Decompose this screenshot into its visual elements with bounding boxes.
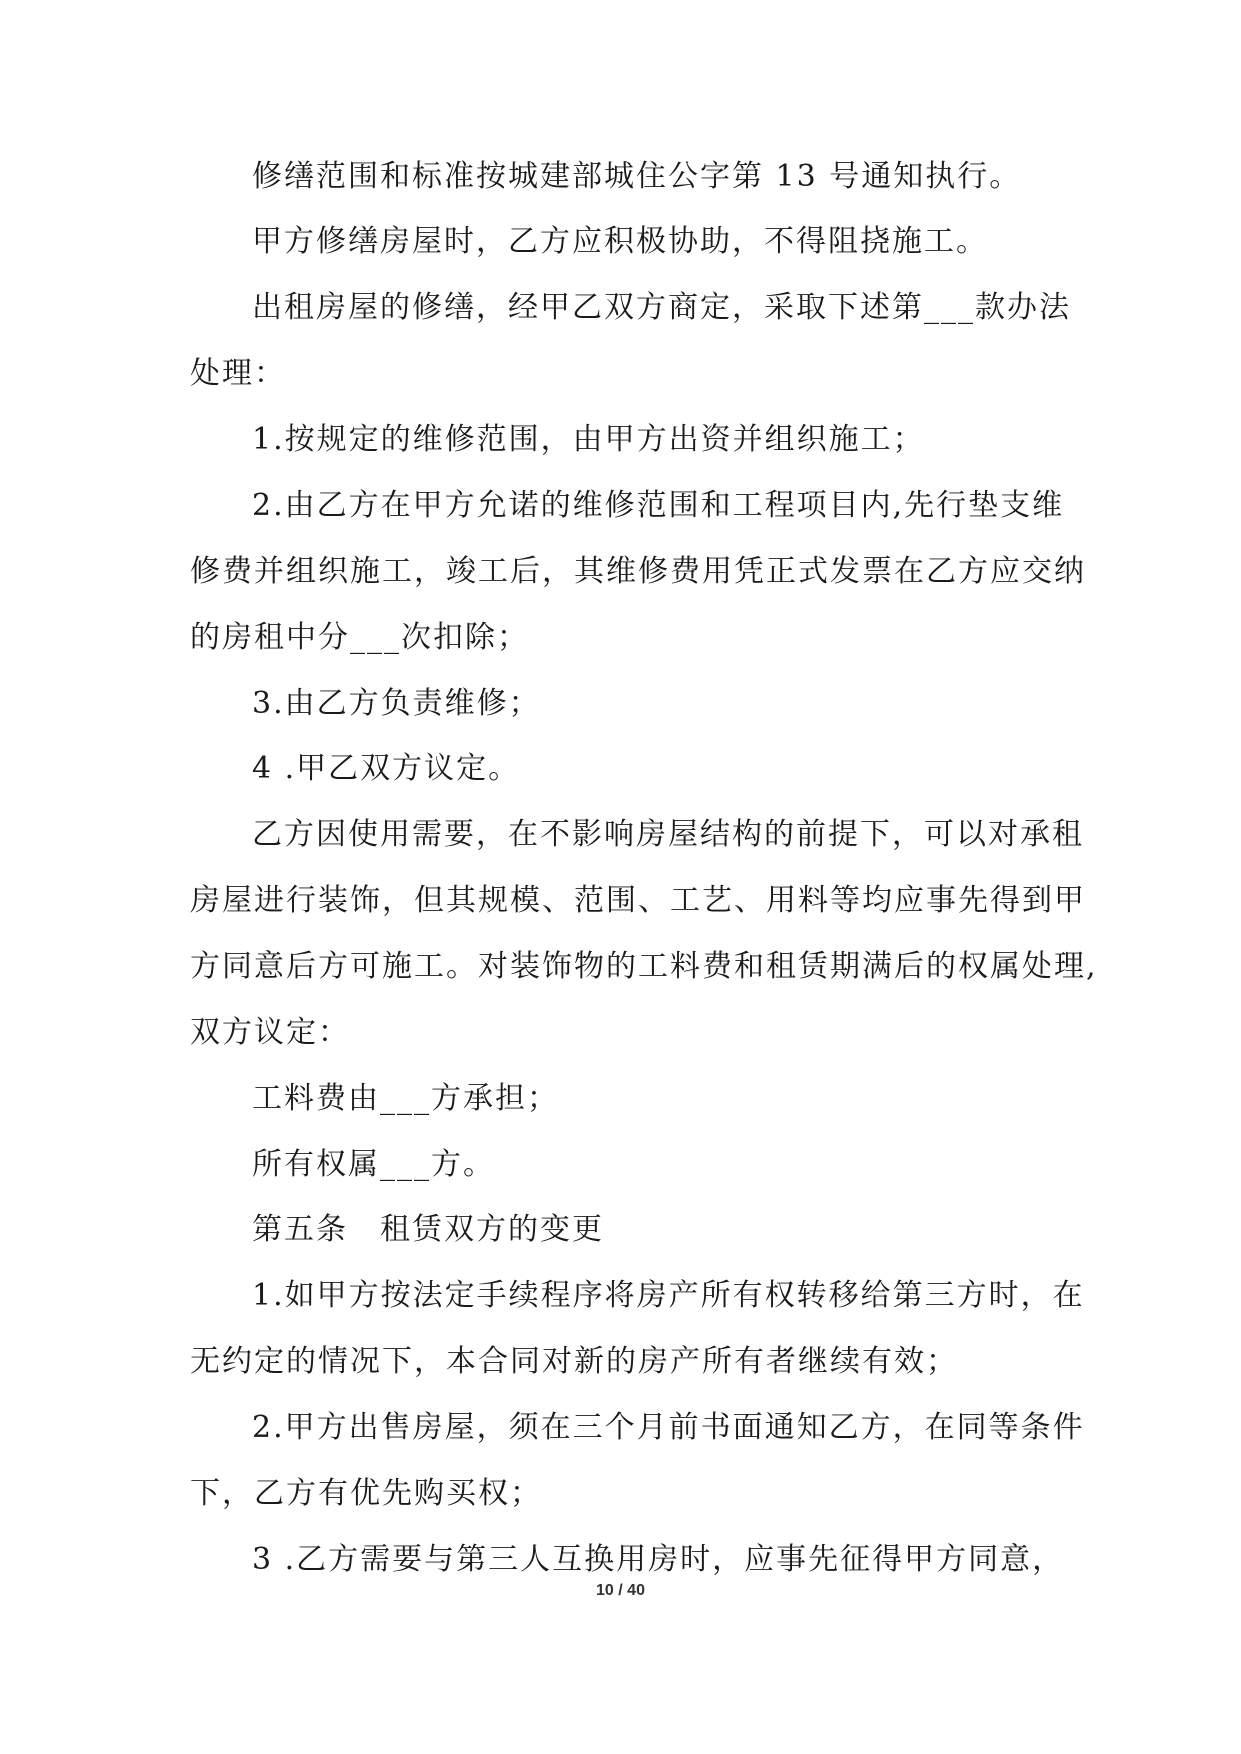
list-item-line: 下，乙方有优先购买权； [190,1476,542,1511]
paragraph-line: 出租房屋的修缮，经甲乙双方商定，采取下述第___款办法 [252,290,1071,325]
section-heading: 第五条 租赁双方的变更 [252,1212,604,1247]
list-item-line: 的房租中分___次扣除； [190,620,529,655]
list-item-line: 无约定的情况下，本合同对新的房产所有者继续有效； [190,1344,958,1379]
paragraph-line: 甲方修缮房屋时，乙方应积极协助，不得阻挠施工。 [252,224,988,259]
page-number: 10 / 40 [596,1582,645,1599]
list-item-line: 3 .乙方需要与第三人互换用房时，应事先征得甲方同意， [252,1542,1065,1577]
paragraph-line: 房屋进行装饰，但其规模、范围、工艺、用料等均应事先得到甲 [190,883,1086,918]
paragraph-line: 乙方因使用需要，在不影响房屋结构的前提下，可以对承租 [252,817,1084,852]
list-item-line: 4 .甲乙双方议定。 [252,751,521,786]
paragraph-line: 方同意后方可施工。对装饰物的工料费和租赁期满后的权属处理, [190,949,1098,984]
list-item-line: 1.如甲方按法定手续程序将房产所有权转移给第三方时，在 [252,1278,1085,1313]
list-item-line: 2.由乙方在甲方允诺的维修范围和工程项目内,先行垫支维 [252,488,1065,523]
paragraph-line: 工料费由___方承担； [252,1081,559,1116]
paragraph-line: 修缮范围和标准按城建部城住公字第 13 号通知执行。 [252,159,1022,194]
paragraph-line: 双方议定： [190,1015,350,1050]
paragraph-line: 所有权属___方。 [252,1147,495,1182]
list-item-line: 3.由乙方负责维修； [252,686,541,721]
list-item-line: 1.按规定的维修范围，由甲方出资并组织施工； [252,422,925,457]
paragraph-line: 处理： [190,356,286,391]
list-item-line: 修费并组织施工，竣工后，其维修费用凭正式发票在乙方应交纳 [190,554,1086,589]
list-item-line: 2.甲方出售房屋，须在三个月前书面通知乙方，在同等条件 [252,1410,1085,1445]
